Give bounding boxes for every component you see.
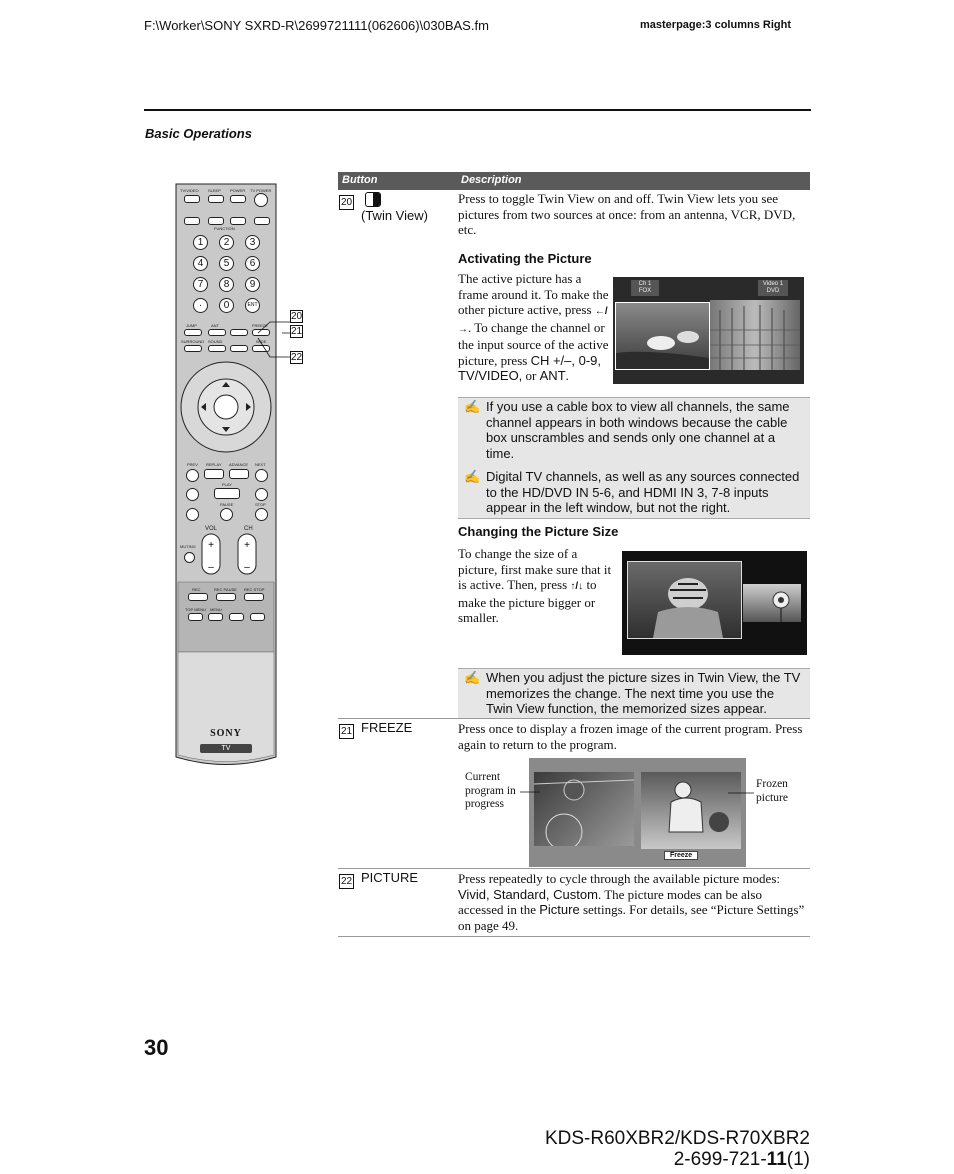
remote-label: MENU bbox=[210, 607, 222, 612]
row-divider bbox=[338, 718, 810, 719]
note-pen-icon: ✍ bbox=[464, 670, 481, 685]
note-box bbox=[458, 668, 810, 718]
twin-view-screenshot bbox=[613, 277, 804, 384]
tiger-image bbox=[627, 561, 742, 639]
table-row-20 bbox=[339, 192, 354, 210]
callout-20: 20 bbox=[291, 311, 303, 322]
freeze-description: Press once to display a frozen image of the current program. Press again to return to the program. bbox=[458, 721, 803, 752]
remote-label: ANT bbox=[211, 323, 219, 328]
digit-button[interactable]: 6 bbox=[245, 256, 260, 271]
sunflower-shape bbox=[743, 584, 801, 622]
ent-button[interactable]: ENT bbox=[245, 298, 260, 313]
activating-title: Activating the Picture bbox=[458, 251, 592, 266]
tv-power-button[interactable] bbox=[254, 193, 268, 207]
pause-button[interactable] bbox=[220, 508, 233, 521]
item-number: 21 bbox=[340, 726, 353, 737]
rec-stop-button[interactable] bbox=[244, 593, 264, 601]
remote-label: MUTING bbox=[180, 544, 196, 549]
changing-text: To change the size of a picture, first make sure that it is active. Then, press ↑/↓ to make the picture bigger or smaller. bbox=[458, 546, 612, 625]
fast-forward-button[interactable] bbox=[255, 488, 268, 501]
part-code: 2-699-721-11(1) bbox=[673, 1149, 810, 1170]
function-button[interactable] bbox=[184, 217, 200, 225]
divider bbox=[458, 668, 810, 669]
remote-label: TV/VIDEO bbox=[180, 188, 199, 193]
f1-button[interactable] bbox=[229, 613, 244, 621]
remote-label: SLEEP bbox=[208, 188, 221, 193]
picture-label: PICTURE bbox=[361, 870, 419, 885]
digit-button[interactable]: 1 bbox=[193, 235, 208, 250]
f2-button[interactable] bbox=[250, 613, 265, 621]
row-divider bbox=[338, 936, 810, 937]
advance-button[interactable] bbox=[229, 469, 249, 479]
col-description-header: Description bbox=[461, 174, 522, 186]
stop-button[interactable] bbox=[255, 508, 268, 521]
sony-logo: SONY bbox=[210, 728, 242, 739]
prev-button[interactable] bbox=[186, 469, 199, 482]
remote-label: TV POWER bbox=[250, 188, 272, 193]
sunflower-image bbox=[743, 584, 801, 622]
svg-text:–: – bbox=[244, 562, 250, 573]
table-row-22 bbox=[339, 871, 354, 889]
tv-video-button[interactable] bbox=[184, 195, 200, 203]
remote-label: POWER bbox=[230, 188, 246, 193]
note-pen-icon: ✍ bbox=[464, 469, 481, 484]
freeze-tag: Freeze bbox=[664, 851, 698, 860]
table-header bbox=[338, 172, 810, 190]
remote-label: PAUSE bbox=[220, 502, 234, 507]
remote-label: SURROUND bbox=[181, 339, 205, 344]
note-text: When you adjust the picture sizes in Twin View, the TV memorizes the change. The next time you use the Twin View function, the memorized sizes appear. bbox=[486, 670, 801, 716]
building-image bbox=[710, 300, 800, 370]
replay-search-button[interactable] bbox=[186, 508, 199, 521]
replay-button[interactable] bbox=[204, 469, 224, 479]
remote-label: TOP MENU bbox=[185, 607, 206, 612]
caption-current-program: Current program in progress bbox=[465, 771, 516, 810]
header-rule bbox=[144, 109, 811, 111]
remote-label: VOL bbox=[205, 526, 218, 532]
digit-button[interactable]: 8 bbox=[219, 277, 234, 292]
remote-label: ADVANCE bbox=[229, 462, 249, 467]
callout-22: 22 bbox=[291, 352, 303, 363]
sound-button[interactable] bbox=[208, 345, 226, 352]
callout-21: 21 bbox=[291, 326, 303, 337]
digit-button[interactable]: 5 bbox=[219, 256, 234, 271]
freeze-screenshot bbox=[529, 758, 746, 867]
muting-button[interactable] bbox=[184, 552, 195, 563]
rec-button[interactable] bbox=[188, 593, 208, 601]
caption-leaders bbox=[506, 780, 766, 810]
jump-button[interactable] bbox=[184, 329, 202, 336]
remote-label: REPLAY bbox=[206, 462, 222, 467]
section-title: Basic Operations bbox=[145, 126, 252, 141]
play-button[interactable] bbox=[214, 488, 240, 499]
page-number: 30 bbox=[144, 1035, 169, 1060]
remote-label: NEXT bbox=[255, 462, 266, 467]
power-button[interactable] bbox=[230, 195, 246, 203]
channel-tag: Ch 1 FOX bbox=[631, 280, 659, 296]
remote-label: REC PAUSE bbox=[214, 587, 237, 592]
note-box bbox=[458, 397, 810, 519]
digit-button[interactable]: 4 bbox=[193, 256, 208, 271]
twin-view-icon bbox=[365, 192, 381, 207]
col-button-header: Button bbox=[342, 174, 378, 186]
rewind-button[interactable] bbox=[186, 488, 199, 501]
remote-label: REC bbox=[192, 587, 201, 592]
building-lines bbox=[710, 300, 800, 370]
divider bbox=[458, 397, 810, 398]
tiger-shape bbox=[628, 562, 741, 638]
picture-size-screenshot bbox=[622, 551, 807, 655]
caption-frozen-picture: Frozen picture bbox=[756, 778, 788, 804]
model-names: KDS-R60XBR2/KDS-R70XBR2 bbox=[544, 1128, 810, 1149]
note-text: Digital TV channels, as well as any sources connected to the HD/DVD IN 5-6, and HDMI IN 3, 7-8 inputs appear in the left window, but not the right. bbox=[486, 469, 800, 515]
changing-title: Changing the Picture Size bbox=[458, 524, 619, 539]
digit-button[interactable]: 0 bbox=[219, 298, 234, 313]
item-number: 22 bbox=[340, 876, 353, 887]
remote-label: WIDE bbox=[256, 339, 267, 344]
digit-button[interactable]: 9 bbox=[245, 277, 260, 292]
surround-button[interactable] bbox=[184, 345, 202, 352]
rec-pause-button[interactable] bbox=[216, 593, 236, 601]
file-path-header: F:\Worker\SONY SXRD-R\2699721111(062606)\030BAS.fm bbox=[144, 18, 489, 33]
function-button[interactable] bbox=[230, 217, 246, 225]
remote-label: FREEZE bbox=[252, 323, 268, 328]
video-tag: Video 1 DVD bbox=[758, 280, 788, 296]
top-menu-button[interactable] bbox=[188, 613, 203, 621]
remote-label: CH bbox=[244, 526, 253, 532]
remote-label: SOUND bbox=[208, 339, 223, 344]
remote-label: STOP bbox=[255, 502, 266, 507]
note-pen-icon: ✍ bbox=[464, 399, 481, 414]
model-footer bbox=[540, 1128, 810, 1170]
table-row-21 bbox=[339, 721, 354, 739]
picture-description: Press repeatedly to cycle through the available picture modes: Vivid, Standard, Custom. The picture modes can be also accessed in the Picture settings. For details, see “Picture Settings” on page 49. bbox=[458, 871, 805, 933]
remote-label: FUNCTION bbox=[214, 226, 235, 231]
twin-view-description: Press to toggle Twin View on and off. Twin View lets you see pictures from two sources at once: from an antenna, VCR, DVD, etc. bbox=[458, 191, 796, 237]
digit-button[interactable]: 2 bbox=[219, 235, 234, 250]
svg-text:–: – bbox=[208, 562, 214, 573]
masterpage-label: masterpage:3 columns Right bbox=[640, 19, 791, 31]
ant-button[interactable] bbox=[208, 329, 226, 336]
freeze-label: FREEZE bbox=[361, 720, 413, 735]
remote-label: PLAY bbox=[222, 482, 232, 487]
tv-badge: TV bbox=[221, 745, 231, 752]
note-text: If you use a cable box to view all channels, the same channel appears in both windows because the cable box unscrambles and sends only one channel at a time. bbox=[486, 399, 790, 461]
digit-button[interactable]: · bbox=[193, 298, 208, 313]
ducks-image bbox=[616, 303, 709, 369]
remote-label: REC STOP bbox=[244, 587, 265, 592]
twin-view-label: (Twin View) bbox=[361, 208, 428, 223]
remote-label: PREV bbox=[187, 462, 198, 467]
function-button[interactable] bbox=[208, 217, 224, 225]
function-button[interactable] bbox=[254, 217, 270, 225]
divider bbox=[458, 518, 810, 519]
next-button[interactable] bbox=[255, 469, 268, 482]
row-divider bbox=[338, 868, 810, 869]
digit-button[interactable]: 7 bbox=[193, 277, 208, 292]
digit-button[interactable]: 3 bbox=[245, 235, 260, 250]
item-number: 20 bbox=[340, 197, 353, 208]
menu-button[interactable] bbox=[208, 613, 223, 621]
sleep-button[interactable] bbox=[208, 195, 224, 203]
remote-control-illustration bbox=[174, 182, 278, 768]
svg-text:+: + bbox=[208, 540, 214, 551]
activating-text: The active picture has a frame around it. To make the other picture active, press ←/→. To change the channel or the input source of the active picture, press CH +/–, 0-9, TV/VIDEO, or ANT. bbox=[458, 271, 609, 383]
svg-text:+: + bbox=[244, 540, 250, 551]
active-picture bbox=[615, 302, 710, 370]
remote-label: JUMP bbox=[186, 323, 197, 328]
